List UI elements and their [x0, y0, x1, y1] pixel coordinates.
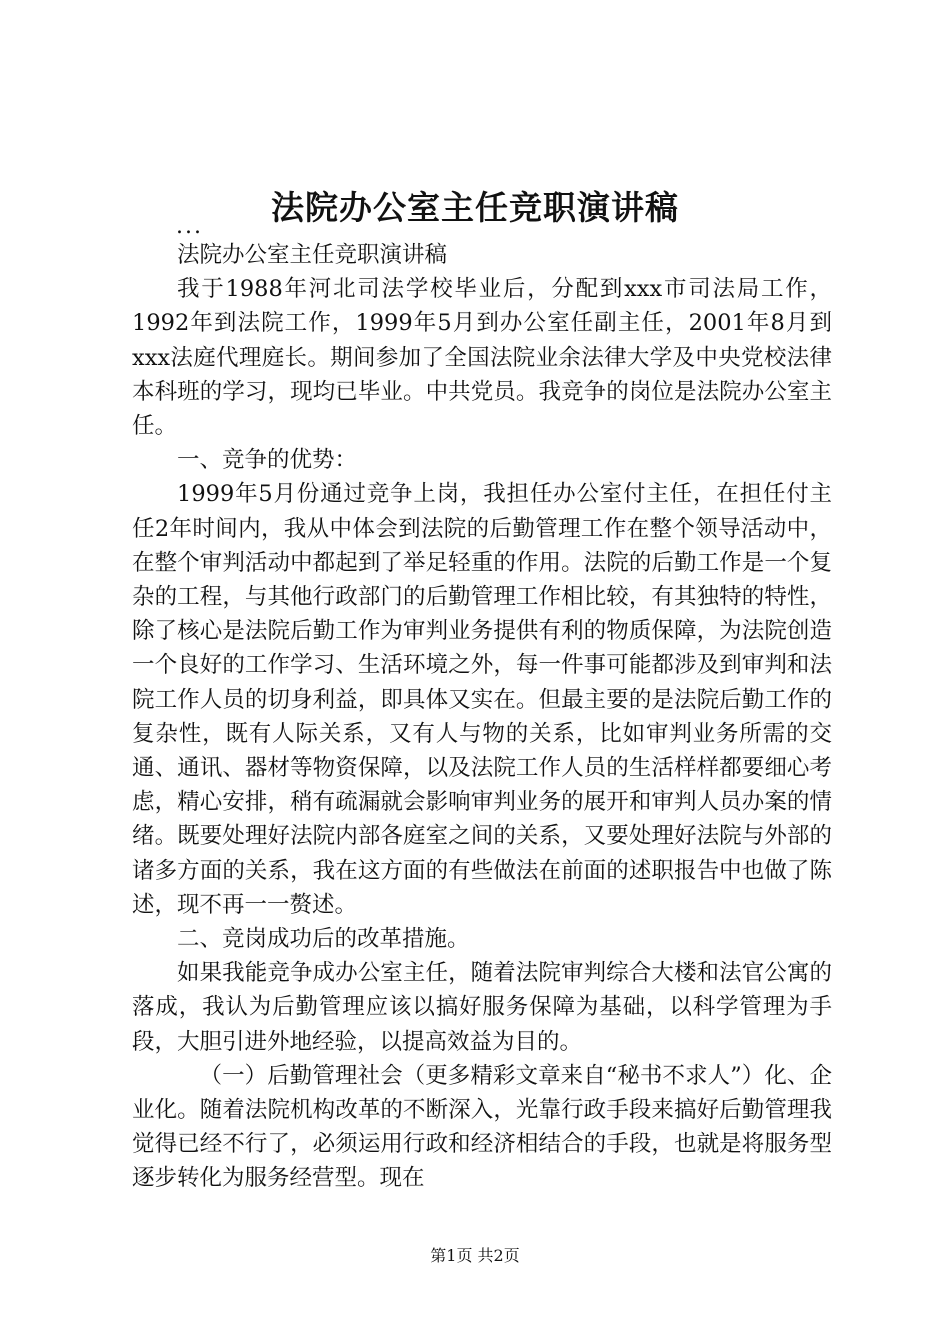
section-heading-advantages: 一、竞争的优势： [177, 447, 358, 474]
page-footer: 第1页 共2页 [430, 1246, 520, 1265]
paragraph-heading: 法院办公室主任竞职演讲稿 [177, 242, 448, 268]
paragraph-advantages: 1999年5月份通过竞争上岗，我担任办公室付主任，在担任付主任2年时间内，我从中体会到法院的后勤管理工作在整个领导活动中，在整个审判活动中都起到了举足轻重的作用。法院的后勤工作是一个复杂的工程，与其他行政部门的后勤管理工作相比较，有其独特的特性，除了核心是法院后勤工作为审判业务提供有利的物质保障，为法院创造一个良好的工作学习、生活环境之外，每一件事可能都涉及到审判和法院工作人员的切身利益，即具体又实在。但最主要的是法院后勤工作的复杂性，既有人际关系，又有人与物的关系，比如审判业务所需的交通、通讯、器材等物资保障，以及法院工作人员的生活样样都要细心考虑，精心安排，稍有疏漏就会影响审判业务的展开和审判人员办案的情绪。既要处理好法院内部各庭室之间的关系，又要处理好法院与外部的诸多方面的关系，我在这方面的有些做法在前面的述职报告中也做了陈述，现不再一一赘述。 [132, 481, 832, 918]
paragraph-reform-item-1: （一）后勤管理社会（更多精彩文章来自“秘书不求人”）化、企业化。随着法院机构改革的不断深入，光靠行政手段来搞好后勤管理我觉得已经不行了，必须运用行政和经济相结合的手段，也就是将服务型逐步转化为服务经营型。现在 [132, 1062, 832, 1192]
paragraph-reforms: 如果我能竞争成办公室主任，随着法院审判综合大楼和法官公寓的落成，我认为后勤管理应该以搞好服务保障为基础，以科学管理为手段，大胆引进外地经验，以提高效益为目的。 [132, 960, 832, 1055]
document-body [132, 238, 832, 1196]
paragraph-intro: 我于1988年河北司法学校毕业后，分配到xxx市司法局工作，1992年到法院工作，1999年5月到办公室任副主任，2001年8月到xxx法庭代理庭长。期间参加了全国法院业余法律大学及中央党校法律本科班的学习，现均已毕业。中共党员。我竞争的岗位是法院办公室主任。 [132, 276, 832, 440]
document-title: 法院办公室主任竞职演讲稿 [271, 188, 679, 227]
section-heading-reforms: 二、竞岗成功后的改革措施。 [177, 926, 470, 953]
ellipsis-marker: ... [176, 214, 203, 239]
